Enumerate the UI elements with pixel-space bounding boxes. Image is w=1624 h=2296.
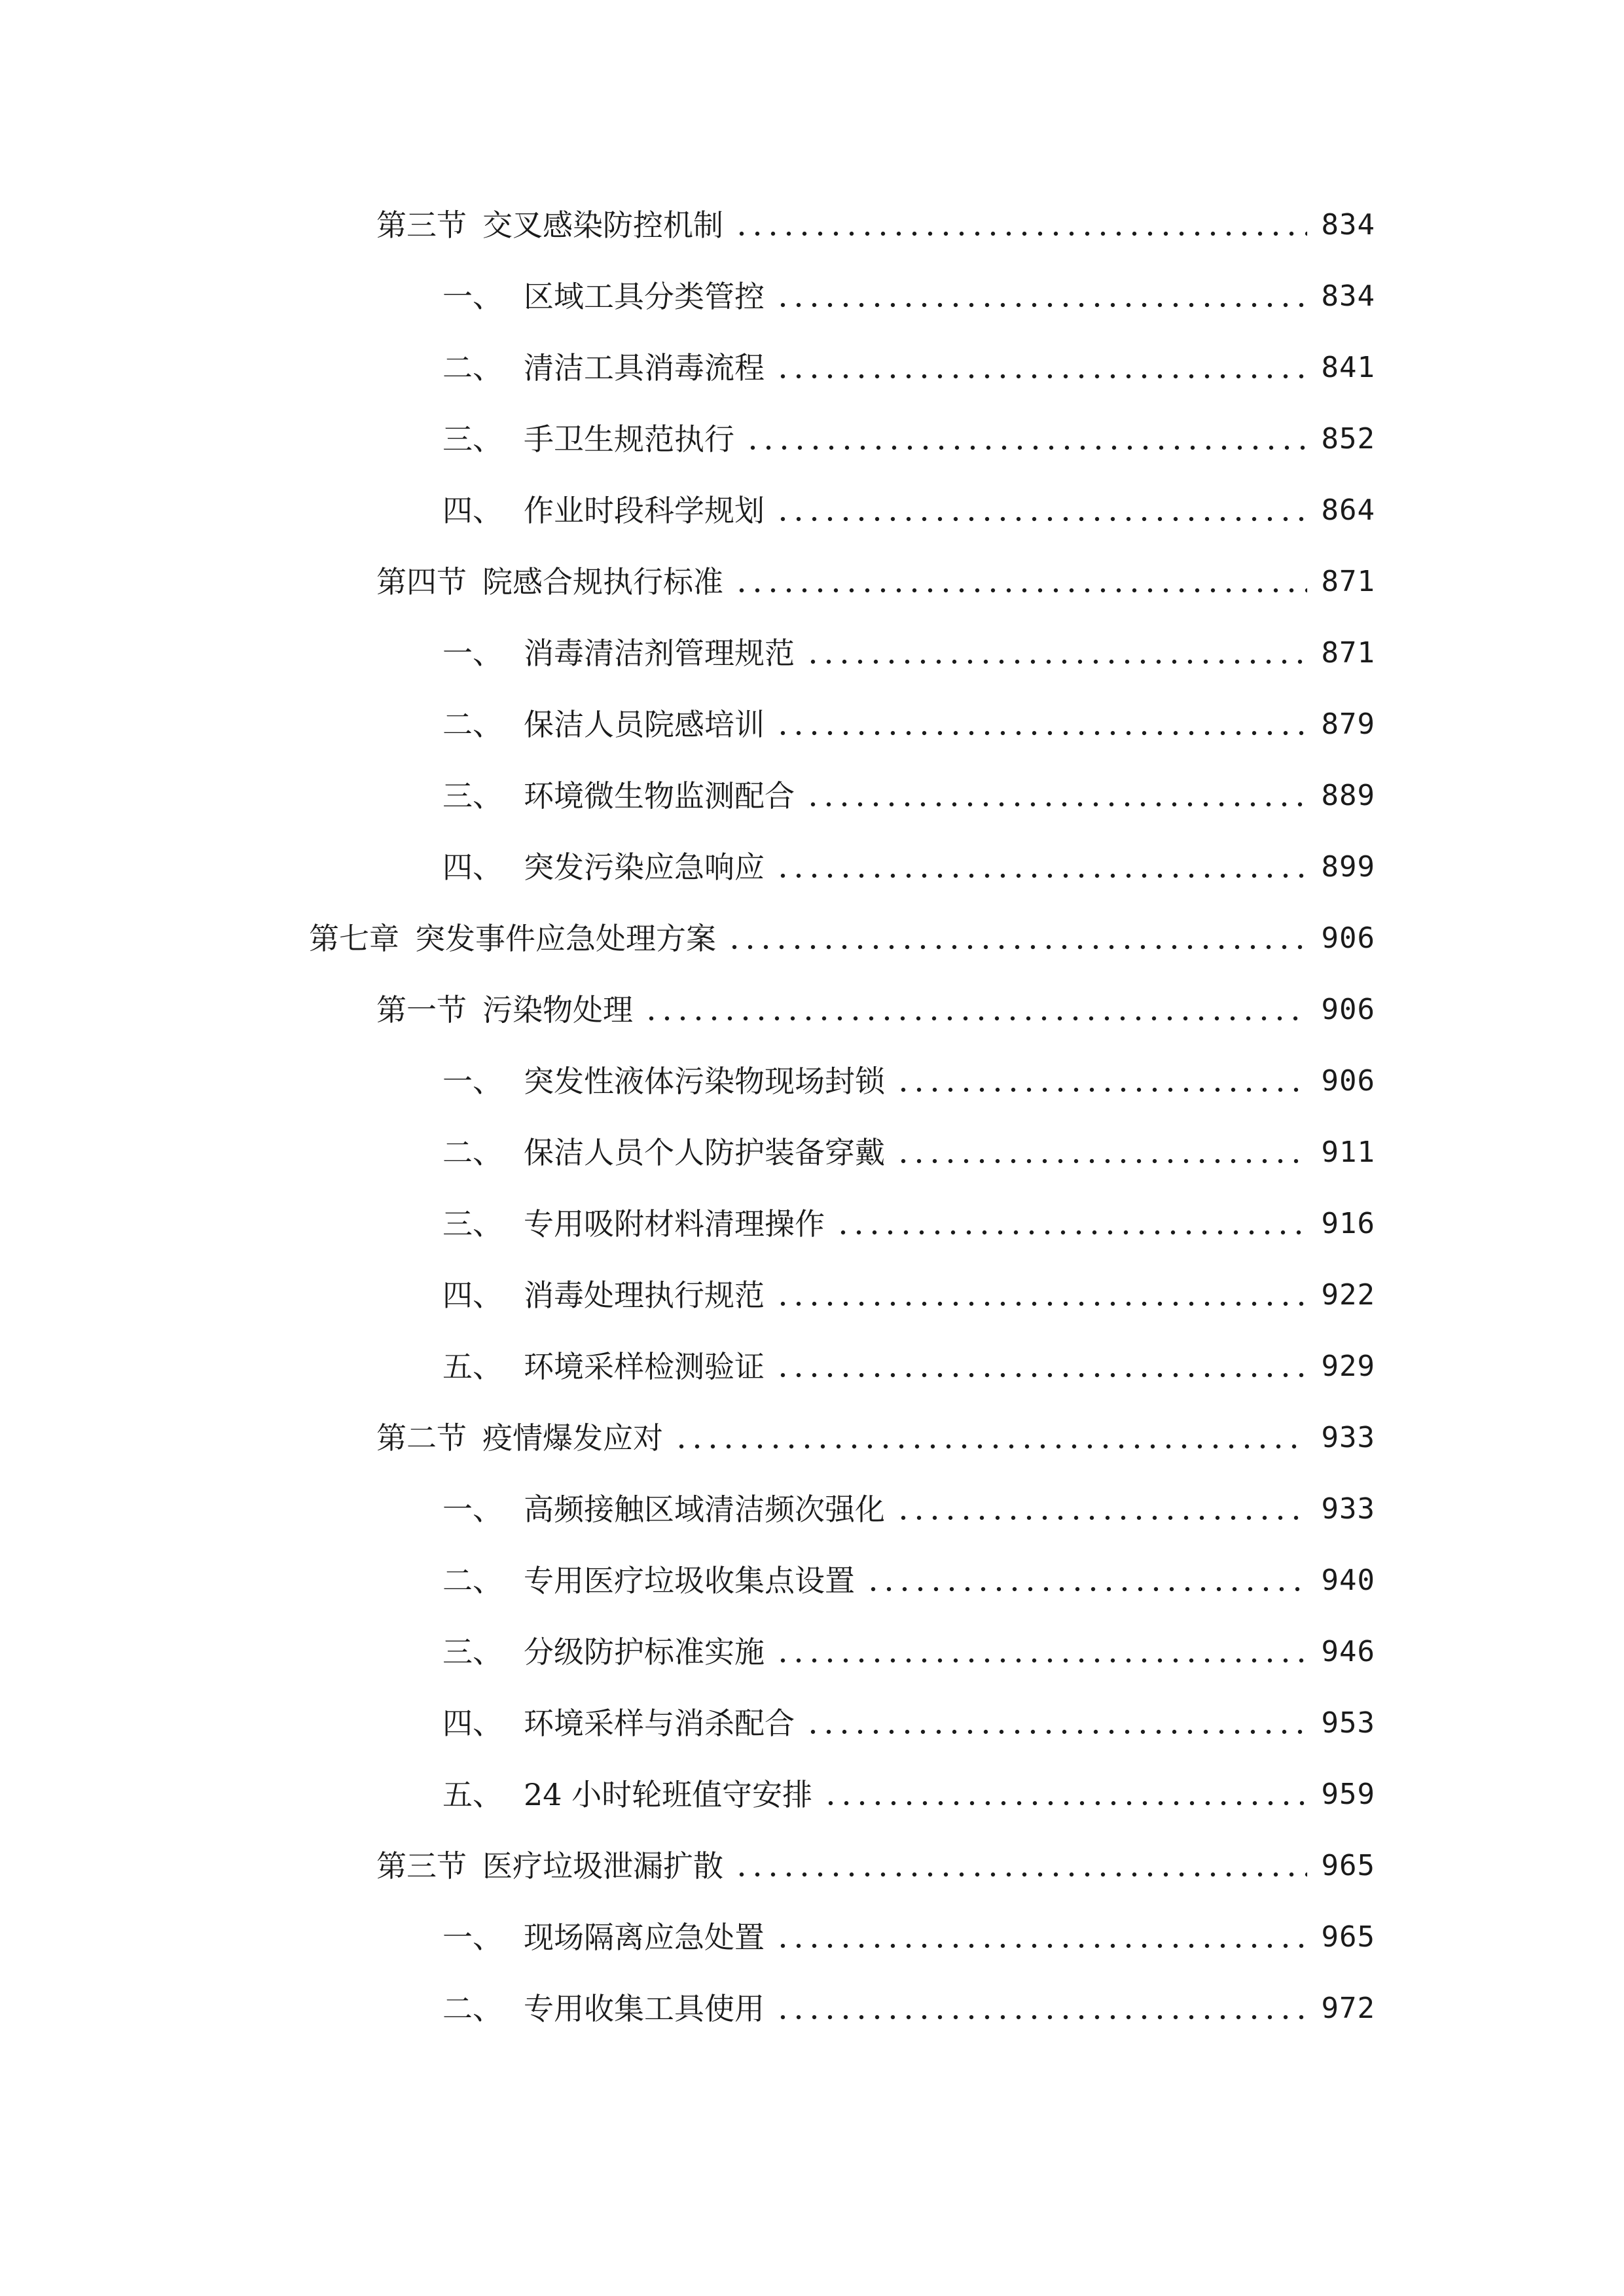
toc-entry-title (442, 776, 795, 816)
toc-entry-item[interactable] (442, 1691, 1375, 1743)
toc-entry-number: 四、 (442, 1278, 503, 1313)
dot-leader (805, 658, 1307, 665)
toc-entry-item[interactable] (442, 1334, 1375, 1386)
toc-entry-page: 929 (1321, 1350, 1375, 1383)
dot-leader (895, 1515, 1307, 1521)
toc-entry-page: 889 (1321, 779, 1375, 812)
toc-entry-page: 834 (1321, 279, 1375, 313)
toc-entry-text: 专用收集工具使用 (524, 1991, 765, 2026)
dot-leader (643, 1015, 1307, 1022)
toc-entry-number: 一、 (442, 1920, 503, 1955)
toc-entry-text: 24 小时轮班值守安排 (524, 1777, 813, 1812)
toc-entry-number: 一、 (442, 1064, 503, 1099)
toc-entry-title (442, 277, 765, 316)
toc-entry-text: 区域工具分类管控 (524, 279, 765, 314)
toc-entry-number: 四、 (442, 493, 503, 528)
toc-entry-item[interactable] (442, 1191, 1375, 1244)
toc-entry-number: 第三节 (376, 207, 467, 243)
dot-leader (775, 2014, 1307, 2020)
toc-entry-section[interactable] (376, 192, 1375, 245)
toc-entry-item[interactable] (442, 763, 1375, 816)
dot-leader (895, 1158, 1307, 1164)
toc-entry-number: 二、 (442, 1991, 503, 2026)
toc-entry-text: 保洁人员院感培训 (524, 707, 765, 742)
toc-entry-text: 疫情爆发应对 (482, 1420, 663, 1456)
toc-entry-title (442, 420, 734, 459)
dot-leader (895, 1086, 1307, 1093)
toc-entry-number: 第三节 (376, 1848, 467, 1884)
toc-entry-title (442, 1347, 765, 1386)
toc-entry-page: 965 (1321, 1920, 1375, 1954)
toc-entry-text: 污染物处理 (482, 992, 633, 1028)
toc-entry-page: 922 (1321, 1278, 1375, 1312)
toc-entry-number: 四、 (442, 850, 503, 885)
toc-entry-page: 933 (1321, 1421, 1375, 1454)
toc-entry-page: 953 (1321, 1706, 1375, 1740)
toc-entry-section[interactable] (376, 1405, 1375, 1458)
toc-entry-item[interactable] (442, 1548, 1375, 1600)
toc-entry-page: 959 (1321, 1778, 1375, 1811)
toc-entry-page: 906 (1321, 1064, 1375, 1098)
toc-entry-section[interactable] (376, 977, 1375, 1030)
toc-entry-number: 二、 (442, 707, 503, 742)
toc-entry-section[interactable] (376, 1833, 1375, 1886)
toc-entry-text: 作业时段科学规划 (524, 493, 765, 528)
toc-entry-number: 二、 (442, 350, 503, 386)
toc-entry-number: 第四节 (376, 564, 467, 600)
dot-leader (775, 1943, 1307, 1949)
toc-entry-title (442, 1918, 765, 1957)
dot-leader (805, 801, 1307, 808)
toc-entry-item[interactable] (442, 406, 1375, 459)
dot-leader (865, 1586, 1307, 1592)
toc-entry-item[interactable] (442, 264, 1375, 316)
toc-entry-page: 871 (1321, 636, 1375, 670)
dot-leader (775, 1372, 1307, 1378)
toc-entry-page: 899 (1321, 850, 1375, 884)
toc-entry-page: 906 (1321, 922, 1375, 955)
toc-entry-title (442, 1989, 765, 2028)
toc-entry-number: 第一节 (376, 992, 467, 1028)
dot-leader (775, 730, 1307, 736)
toc-entry-title (442, 1204, 825, 1244)
toc-entry-item[interactable] (442, 1619, 1375, 1672)
toc-entry-text: 医疗垃圾泄漏扩散 (482, 1848, 723, 1884)
toc-entry-page: 841 (1321, 351, 1375, 384)
toc-entry-item[interactable] (442, 1049, 1375, 1101)
toc-entry-text: 突发事件应急处理方案 (415, 921, 716, 956)
toc-entry-item[interactable] (442, 478, 1375, 530)
toc-entry-number: 一、 (442, 1492, 503, 1527)
toc-entry-item[interactable] (442, 1120, 1375, 1172)
toc-entry-page: 834 (1321, 208, 1375, 242)
toc-entry-number: 一、 (442, 636, 503, 671)
toc-entry-title (376, 1846, 723, 1886)
toc-entry-page: 879 (1321, 708, 1375, 741)
dot-leader (775, 1300, 1307, 1307)
toc-entry-text: 突发污染应急响应 (524, 850, 765, 885)
toc-entry-section[interactable] (376, 549, 1375, 601)
toc-entry-number: 一、 (442, 279, 503, 314)
dot-leader (775, 1657, 1307, 1664)
toc-entry-page: 940 (1321, 1564, 1375, 1597)
toc-entry-number: 三、 (442, 422, 503, 457)
toc-entry-title (376, 562, 723, 601)
toc-entry-item[interactable] (442, 834, 1375, 887)
toc-entry-number: 三、 (442, 1206, 503, 1242)
toc-entry-text: 交叉感染防控机制 (482, 207, 723, 243)
dot-leader (823, 1800, 1307, 1806)
toc-entry-text: 高频接触区域清洁频次强化 (524, 1492, 885, 1527)
toc-entry-page: 972 (1321, 1992, 1375, 2025)
toc-entry-text: 清洁工具消毒流程 (524, 350, 765, 386)
toc-entry-number: 五、 (442, 1777, 503, 1812)
toc-entry-title (376, 1418, 663, 1458)
toc-entry-title (442, 705, 765, 744)
dot-leader (775, 373, 1307, 380)
toc-entry-page: 916 (1321, 1207, 1375, 1240)
toc-entry-title (442, 1561, 855, 1600)
toc-entry-title (442, 1062, 885, 1101)
dot-leader (734, 230, 1307, 237)
toc-entry-item[interactable] (442, 1263, 1375, 1315)
toc-entry-text: 环境微生物监测配合 (524, 778, 795, 814)
toc-entry-title (442, 348, 765, 387)
toc-entry-text: 分级防护标准实施 (524, 1634, 765, 1670)
toc-entry-title (442, 1632, 765, 1672)
toc-entry-number: 第二节 (376, 1420, 467, 1456)
toc-entry-title (442, 1775, 812, 1814)
toc-entry-title (376, 206, 723, 245)
toc-entry-title (442, 1704, 795, 1743)
dot-leader (745, 444, 1307, 451)
toc-entry-title (442, 1490, 885, 1529)
toc-entry-page: 852 (1321, 422, 1375, 456)
toc-entry-text: 手卫生规范执行 (524, 422, 734, 457)
toc-entry-title (309, 919, 716, 958)
toc-entry-title (442, 491, 765, 530)
toc-entry-item[interactable] (442, 1762, 1375, 1814)
toc-entry-number: 五、 (442, 1349, 503, 1384)
toc-entry-text: 专用医疗垃圾收集点设置 (524, 1563, 855, 1598)
toc-entry-page: 864 (1321, 493, 1375, 527)
dot-leader (775, 872, 1307, 879)
dot-leader (674, 1443, 1307, 1450)
dot-leader (775, 516, 1307, 522)
toc-entry-title (442, 1133, 885, 1172)
toc-entry-item[interactable] (442, 620, 1375, 673)
toc-entry-item[interactable] (442, 1976, 1375, 2028)
dot-leader (727, 944, 1307, 950)
toc-entry-text: 突发性液体污染物现场封锁 (524, 1064, 885, 1099)
dot-leader (734, 1871, 1307, 1878)
toc-entry-item[interactable] (442, 335, 1375, 387)
toc-entry-title (376, 990, 633, 1030)
toc-entry-text: 现场隔离应急处置 (524, 1920, 765, 1955)
toc-entry-number: 二、 (442, 1563, 503, 1598)
toc-entry-item[interactable] (442, 1905, 1375, 1957)
dot-leader (775, 302, 1307, 308)
toc-entry-item[interactable] (442, 1477, 1375, 1529)
toc-entry-text: 专用吸附材料清理操作 (524, 1206, 825, 1242)
toc-entry-text: 环境采样检测验证 (524, 1349, 765, 1384)
toc-entry-number: 三、 (442, 1634, 503, 1670)
toc-entry-page: 933 (1321, 1492, 1375, 1526)
toc-entry-page: 906 (1321, 993, 1375, 1026)
toc-entry-page: 871 (1321, 565, 1375, 598)
toc-entry-number: 三、 (442, 778, 503, 814)
dot-leader (805, 1729, 1307, 1735)
toc-entry-number: 二、 (442, 1135, 503, 1170)
toc-entry-title (442, 848, 765, 887)
dot-leader (734, 587, 1307, 594)
dot-leader (835, 1229, 1307, 1236)
toc-entry-number: 四、 (442, 1706, 503, 1741)
toc-entry-text: 院感合规执行标准 (482, 564, 723, 600)
toc-entry-chapter[interactable] (309, 906, 1375, 958)
toc-entry-page: 965 (1321, 1849, 1375, 1882)
toc-entry-item[interactable] (442, 692, 1375, 744)
toc-entry-title (442, 1276, 765, 1315)
toc-entry-text: 保洁人员个人防护装备穿戴 (524, 1135, 885, 1170)
toc-entry-text: 环境采样与消杀配合 (524, 1706, 795, 1741)
toc-entry-text: 消毒清洁剂管理规范 (524, 636, 795, 671)
toc-entry-page: 911 (1321, 1136, 1375, 1169)
toc-entry-number: 第七章 (309, 921, 399, 956)
toc-entry-title (442, 634, 795, 673)
toc-entry-text: 消毒处理执行规范 (524, 1278, 765, 1313)
toc-entry-page: 946 (1321, 1635, 1375, 1668)
